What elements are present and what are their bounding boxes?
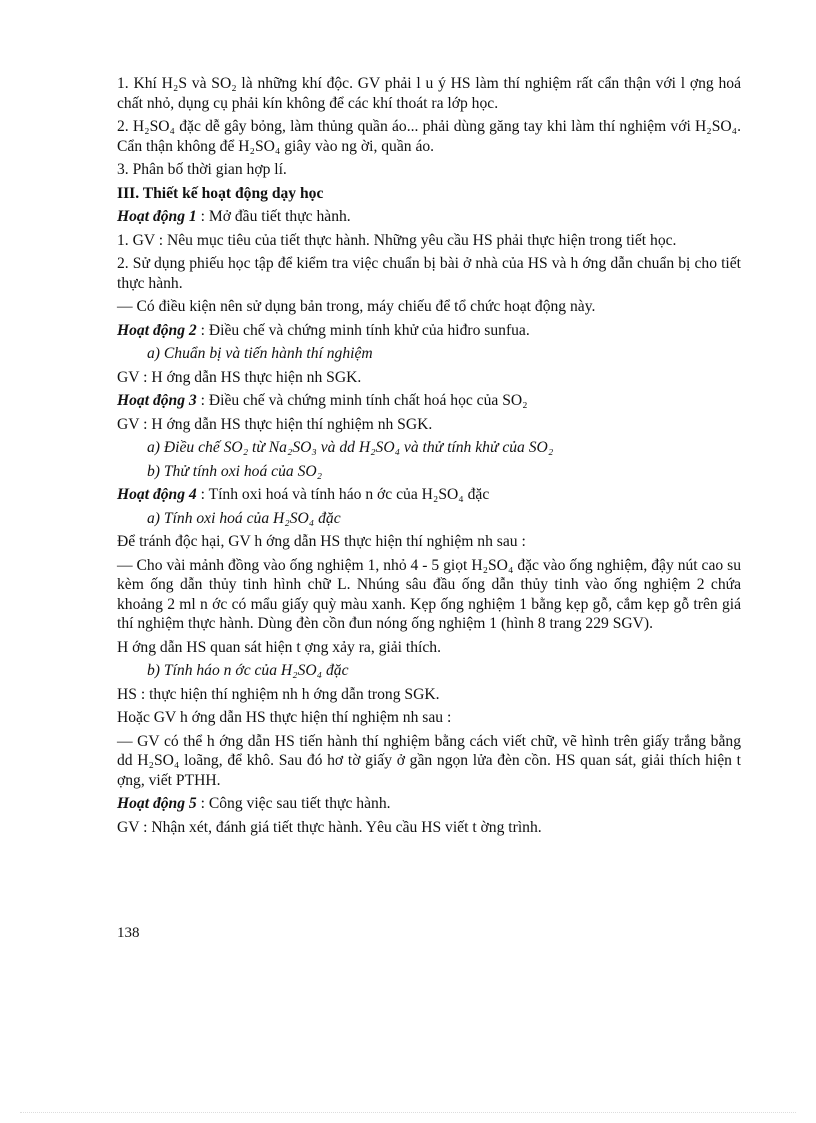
paragraph: — Cho vài mảnh đồng vào ống nghiệm 1, nhỏ 4 - 5 giọt H₂SO₄ đặc vào ống nghiệm, đậy nút cao su kèm ống dẫn thủy tinh hình chữ L. Nhúng sâu đầu ống dẫn thủy tinh vào ống nghiệm 2 chứa khoảng 2 ml n ớc có mẩu giấy quỳ màu xanh. Kẹp ống nghiệm 1 bằng kẹp gỗ, cắm kẹp gỗ trên giá thí nghiệm thực hành. Dùng đèn cồn đun nóng ống nghiệm 1 (hình 8 trang 229 SGV). (117, 556, 741, 632)
activity-label: Hoạt động 1 (117, 208, 197, 225)
paragraph: 1. Khí H₂S và SO₂ là những khí độc. GV phải l u ý HS làm thí nghiệm rất cẩn thận với l ợng hoá chất nhỏ, dụng cụ phải kín không để các khí thoát ra lớp học. (117, 75, 741, 112)
subsection-heading: a) Tính oxi hoá của H₂SO₄ đặc (147, 509, 341, 527)
activity-title: : Công việc sau tiết thực hành. (196, 795, 391, 812)
paragraph: Hoặc GV h ớng dẫn HS thực hiện thí nghiệm nh sau : (117, 709, 452, 726)
subsection-heading: b) Thử tính oxi hoá của SO₂ (147, 462, 323, 480)
paragraph: Để tránh độc hại, GV h ớng dẫn HS thực hiện thí nghiệm nh sau : (117, 533, 526, 550)
activity-heading (117, 321, 741, 341)
paragraph: GV : H ớng dẫn HS thực hiện thí nghiệm nh SGK. (117, 415, 433, 433)
activity-label: Hoạt động 2 (117, 321, 197, 339)
paragraph: — Có điều kiện nên sử dụng bản trong, máy chiếu để tổ chức hoạt động này. (117, 298, 596, 315)
paragraph: GV : Nhận xét, đánh giá tiết thực hành. Yêu cầu HS viết t ờng trình. (117, 818, 542, 836)
paragraph: H ớng dẫn HS quan sát hiện t ợng xảy ra, giải thích. (117, 638, 441, 656)
activity-label: Hoạt động 5 (117, 795, 197, 812)
page-number: 138 (117, 925, 140, 941)
section-heading: III. Thiết kế hoạt động dạy học (117, 184, 324, 202)
paragraph: 1. GV : Nêu mục tiêu của tiết thực hành. Những yêu cầu HS phải thực hiện trong tiết học. (117, 231, 677, 249)
footer-divider (20, 1112, 796, 1113)
activity-label: Hoạt động 4 (117, 486, 197, 503)
activity-title: : Mở đầu tiết thực hành. (196, 208, 351, 225)
subsection-heading: a) Điều chế SO₂ từ Na₂SO₃ và dd H₂SO₄ và thử tính khử của SO₂ (147, 439, 554, 456)
subsection-heading: b) Tính háo n ớc của H₂SO₄ đặc (147, 662, 349, 679)
activity-label: Hoạt động 3 (117, 392, 197, 409)
paragraph: 3. Phân bố thời gian hợp lí. (117, 161, 287, 178)
paragraph: — GV có thể h ớng dẫn HS tiến hành thí nghiệm bằng cách viết chữ, vẽ hình trên giấy trắng bằng dd H₂SO₄ loãng, để khô. Sau đó hơ tờ giấy ở gần ngọn lửa đèn cồn. HS quan sát, giải thích hiện t ợng, viết PTHH. (117, 732, 741, 789)
activity-heading (117, 391, 741, 411)
activity-heading (117, 207, 741, 227)
activity-title: : Điều chế và chứng minh tính khử của hiđro sunfua. (196, 321, 530, 339)
paragraph: HS : thực hiện thí nghiệm nh h ớng dẫn trong SGK. (117, 685, 440, 703)
activity-heading (117, 485, 741, 505)
paragraph: GV : H ớng dẫn HS thực hiện nh SGK. (117, 368, 362, 386)
subsection-heading: a) Chuẩn bị và tiến hành thí nghiệm (147, 345, 373, 362)
activity-title: : Điều chế và chứng minh tính chất hoá học của SO₂ (196, 392, 528, 409)
paragraph: 2. H₂SO₄ đặc dễ gây bỏng, làm thủng quần áo... phải dùng găng tay khi làm thí nghiệm với H₂SO₄. Cẩn thận không để H₂SO₄ giây vào ng ời, quần áo. (117, 118, 741, 155)
document-body (117, 74, 741, 841)
paragraph: 2. Sử dụng phiếu học tập để kiểm tra việc chuẩn bị bài ở nhà của HS và h ớng dẫn chuẩn bị cho tiết thực hành. (117, 255, 741, 292)
activity-title: : Tính oxi hoá và tính háo n ớc của H₂SO₄ đặc (196, 486, 490, 503)
activity-heading (117, 794, 741, 814)
